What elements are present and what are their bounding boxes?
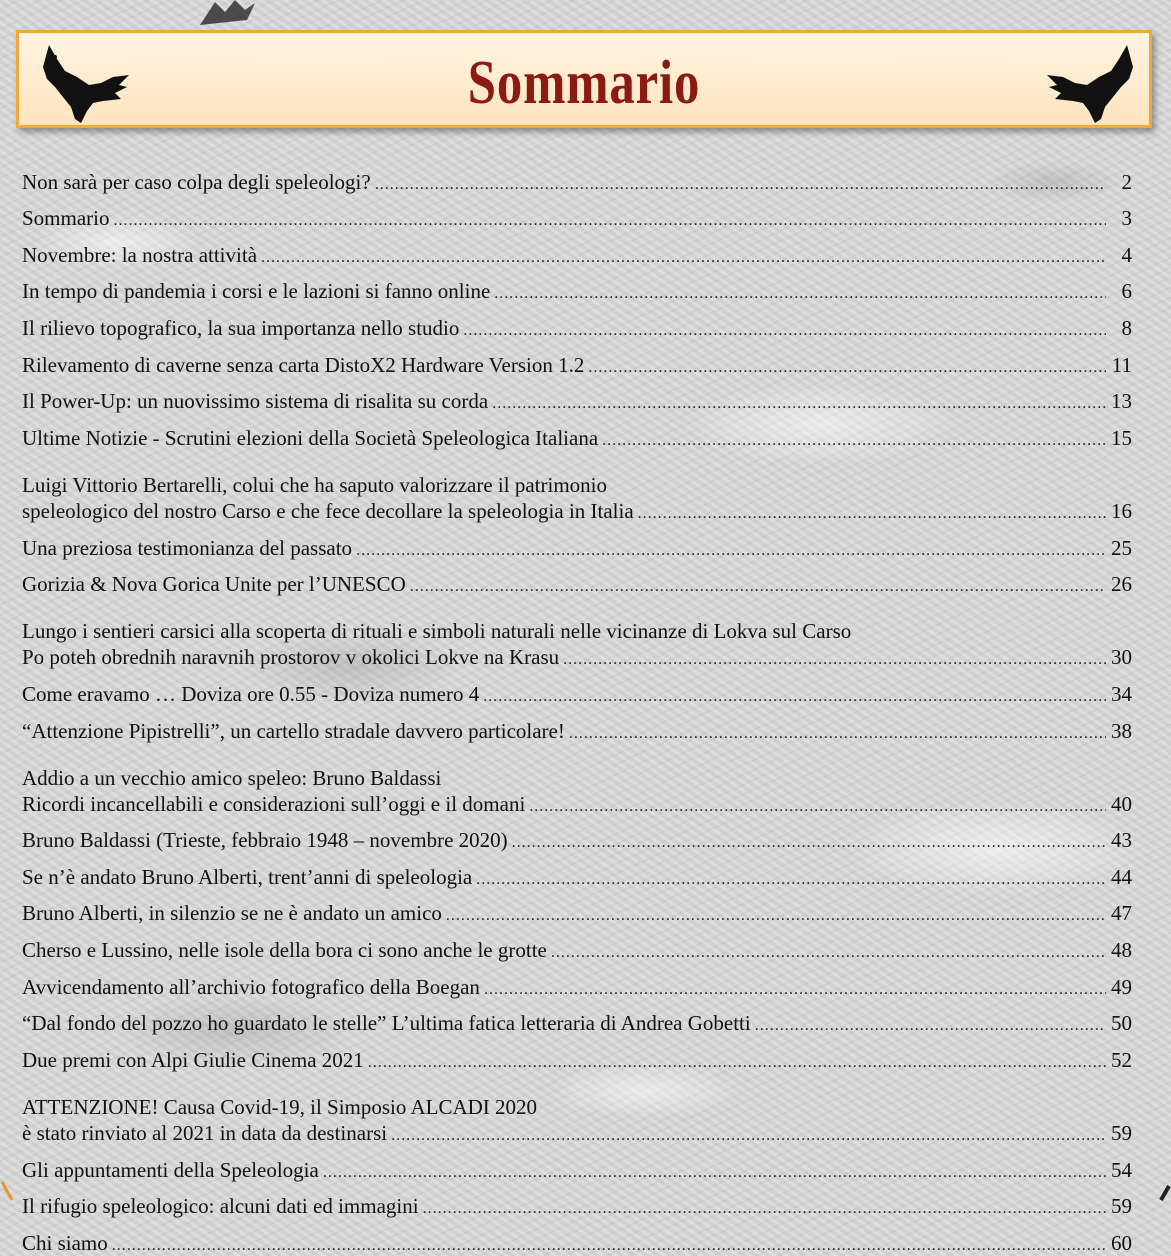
entry-page: 47 — [1111, 901, 1132, 926]
entry-title: Gorizia & Nova Gorica Unite per l’UNESCO — [22, 572, 406, 597]
entry-title: Come eravamo … Doviza ore 0.55 - Doviza numero 4 — [22, 681, 480, 706]
entry-title: Se n’è andato Bruno Alberti, trent’anni di speleologia — [22, 864, 473, 889]
entry-page: 25 — [1111, 535, 1132, 560]
dot-leader — [588, 358, 1106, 378]
toc-entry[interactable] — [22, 231, 1132, 268]
entry-title: Il Power-Up: un nuovissimo sistema di risalita su corda — [22, 389, 489, 414]
dot-leader — [563, 650, 1106, 670]
dot-leader — [391, 1126, 1106, 1146]
toc-entry[interactable] — [22, 597, 1132, 670]
entry-line — [22, 1094, 1132, 1120]
dot-leader — [463, 321, 1106, 341]
toc-entry[interactable] — [22, 1036, 1132, 1073]
entry-page: 3 — [1121, 206, 1132, 231]
entry-title: Sommario — [22, 206, 110, 231]
entry-page: 26 — [1111, 572, 1132, 597]
toc-entry[interactable] — [22, 195, 1132, 232]
entry-title: Una preziosa testimonianza del passato — [22, 535, 353, 560]
entry-title: Il rifugio speleologico: alcuni dati ed immagini — [22, 1194, 419, 1219]
entry-line — [22, 765, 1132, 791]
entry-page: 2 — [1121, 169, 1132, 194]
toc-entry[interactable] — [22, 414, 1132, 451]
dot-leader — [492, 394, 1106, 414]
entry-title: Chi siamo — [22, 1230, 108, 1255]
dot-leader — [494, 284, 1106, 304]
entry-page: 4 — [1121, 242, 1132, 267]
dot-leader — [755, 1016, 1106, 1036]
toc-entry[interactable] — [22, 378, 1132, 415]
entry-page: 13 — [1111, 389, 1132, 414]
toc-entry[interactable] — [22, 707, 1132, 744]
entry-page: 60 — [1111, 1230, 1132, 1255]
entry-page: 16 — [1111, 498, 1132, 523]
dot-leader — [569, 724, 1106, 744]
toc-entry[interactable] — [22, 817, 1132, 854]
entry-title: Bruno Alberti, in silenzio se ne è andato un amico — [22, 901, 442, 926]
toc-entry[interactable] — [22, 561, 1132, 598]
toc-entry[interactable] — [22, 670, 1132, 707]
entry-line — [22, 472, 1132, 498]
dot-leader — [476, 870, 1106, 890]
entry-page: 11 — [1111, 352, 1132, 377]
entry-page: 30 — [1111, 645, 1132, 670]
entry-page: 44 — [1111, 864, 1132, 889]
entry-page: 48 — [1111, 938, 1132, 963]
toc-entry[interactable] — [22, 853, 1132, 890]
entry-page: 15 — [1111, 425, 1132, 450]
toc-entry[interactable] — [22, 1219, 1132, 1256]
table-of-contents — [22, 158, 1132, 1256]
entry-title: “Dal fondo del pozzo ho guardato le stelle” L’ultima fatica letteraria di Andrea Gobetti — [22, 1011, 751, 1036]
entry-title: Avvicendamento all’archivio fotografico della Boegan — [22, 974, 480, 999]
entry-page: 34 — [1111, 681, 1132, 706]
toc-entry[interactable] — [22, 268, 1132, 305]
entry-line — [22, 644, 1132, 670]
dot-leader — [512, 833, 1106, 853]
entry-title: Due premi con Alpi Giulie Cinema 2021 — [22, 1047, 364, 1072]
dot-leader — [483, 687, 1106, 707]
title-banner — [16, 30, 1152, 128]
entry-title: Il rilievo topografico, la sua importanza nello studio — [22, 315, 460, 340]
entry-title: In tempo di pandemia i corsi e le lazioni si fanno online — [22, 279, 491, 304]
dot-leader — [323, 1163, 1106, 1183]
entry-page: 52 — [1111, 1047, 1132, 1072]
toc-entry[interactable] — [22, 1073, 1132, 1146]
entry-title: “Attenzione Pipistrelli”, un cartello stradale davvero particolare! — [22, 718, 565, 743]
dot-leader — [529, 797, 1106, 817]
entry-title: Cherso e Lussino, nelle isole della bora ci sono anche le grotte — [22, 938, 547, 963]
entry-title-continued: è stato rinviato al 2021 in data da destinarsi — [22, 1121, 388, 1146]
dot-leader — [112, 1236, 1106, 1256]
entry-page: 8 — [1121, 315, 1132, 340]
entry-page: 49 — [1111, 974, 1132, 999]
decorative-stroke-icon — [1157, 1180, 1171, 1202]
entry-page: 50 — [1111, 1011, 1132, 1036]
toc-entry[interactable] — [22, 304, 1132, 341]
entry-title-continued: Po poteh obrednih naravnih prostorov v okolici Lokve na Krasu — [22, 645, 560, 670]
entry-line — [22, 1120, 1132, 1146]
toc-entry[interactable] — [22, 1183, 1132, 1220]
toc-entry[interactable] — [22, 1000, 1132, 1037]
dot-leader — [114, 211, 1107, 231]
entry-line — [22, 791, 1132, 817]
entry-line — [22, 498, 1132, 524]
entry-title: Ultime Notizie - Scrutini elezioni della Società Speleologica Italiana — [22, 425, 599, 450]
entry-title-continued: speleologico del nostro Carso e che fece decollare la speleologia in Italia — [22, 498, 634, 523]
dot-leader — [484, 980, 1106, 1000]
decorative-wing-icon — [195, 0, 265, 28]
entry-title: Lungo i sentieri carsici alla scoperta di rituali e simboli naturali nelle vicinanze di Lokva sul Carso — [22, 619, 852, 644]
toc-entry[interactable] — [22, 341, 1132, 378]
entry-title-continued: Ricordi incancellabili e considerazioni sull’oggi e il domani — [22, 791, 526, 816]
dot-leader — [638, 504, 1106, 524]
toc-entry[interactable] — [22, 926, 1132, 963]
entry-title: Luigi Vittorio Bertarelli, colui che ha saputo valorizzare il patrimonio — [22, 472, 608, 497]
entry-line — [22, 618, 1132, 644]
entry-title: Gli appuntamenti della Speleologia — [22, 1157, 319, 1182]
toc-entry[interactable] — [22, 524, 1132, 561]
dot-leader — [423, 1199, 1106, 1219]
dot-leader — [368, 1053, 1106, 1073]
dot-leader — [261, 248, 1106, 268]
entry-title: Non sarà per caso colpa degli speleologi? — [22, 169, 371, 194]
entry-page: 40 — [1111, 791, 1132, 816]
dot-leader — [356, 541, 1106, 561]
toc-entry[interactable] — [22, 963, 1132, 1000]
decorative-stroke-icon — [0, 1180, 14, 1202]
toc-entry[interactable] — [22, 744, 1132, 817]
entry-page: 59 — [1111, 1121, 1132, 1146]
entry-page: 43 — [1111, 828, 1132, 853]
entry-page: 54 — [1111, 1157, 1132, 1182]
dot-leader — [410, 577, 1106, 597]
toc-entry[interactable] — [22, 1146, 1132, 1183]
entry-title: Addio a un vecchio amico speleo: Bruno Baldassi — [22, 765, 442, 790]
dot-leader — [551, 943, 1106, 963]
dot-leader — [446, 906, 1106, 926]
dot-leader — [602, 431, 1106, 451]
bat-icon — [1039, 41, 1139, 125]
dot-leader — [375, 175, 1106, 195]
entry-title: Rilevamento di caverne senza carta DistoX2 Hardware Version 1.2 — [22, 352, 585, 377]
entry-page: 6 — [1121, 279, 1132, 304]
page-title: Sommario — [467, 49, 701, 117]
toc-entry[interactable] — [22, 890, 1132, 927]
entry-title: Novembre: la nostra attività — [22, 242, 258, 267]
entry-title: Bruno Baldassi (Trieste, febbraio 1948 – novembre 2020) — [22, 828, 508, 853]
toc-entry[interactable] — [22, 158, 1132, 195]
entry-page: 38 — [1111, 718, 1132, 743]
toc-entry[interactable] — [22, 451, 1132, 524]
entry-page: 59 — [1111, 1194, 1132, 1219]
entry-title: ATTENZIONE! Causa Covid-19, il Simposio ALCADI 2020 — [22, 1095, 538, 1120]
